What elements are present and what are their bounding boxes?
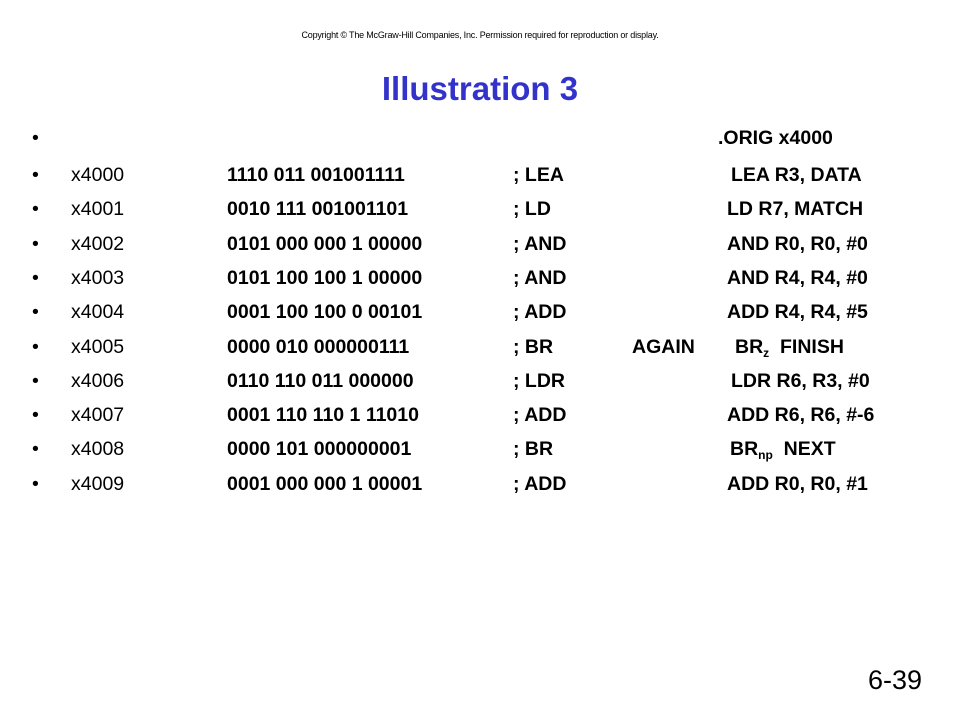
bullet-marker: •	[32, 164, 39, 186]
assembly-mnemonic: ADD R0, R0, #1	[727, 472, 868, 495]
opcode-comment: ; LEA	[513, 164, 564, 186]
bullet-marker: •	[32, 198, 39, 221]
bullet-marker: •	[32, 301, 39, 324]
memory-address: x4004	[71, 301, 125, 324]
opcode-comment: ; ADD	[513, 301, 567, 324]
binary-instruction: 0101 000 000 1 00000	[227, 232, 423, 255]
code-row	[0, 294, 960, 330]
memory-address: x4009	[71, 472, 125, 495]
binary-instruction: 0000 101 000000001	[227, 438, 412, 461]
assembly-instruction	[727, 397, 874, 433]
bullet-marker: •	[32, 335, 39, 358]
assembly-instruction	[727, 466, 868, 502]
code-row	[0, 466, 960, 502]
opcode-comment: ; AND	[513, 266, 567, 289]
assembly-instruction	[731, 363, 870, 399]
binary-instruction: 0001 000 000 1 00001	[227, 472, 423, 495]
bullet-marker: •	[32, 472, 39, 495]
opcode-comment: ; ADD	[513, 472, 567, 495]
condition-code-subscript: z	[763, 345, 770, 360]
assembly-mnemonic: BR	[730, 438, 759, 461]
assembly-mnemonic: LDR R6, R3, #0	[731, 369, 870, 392]
code-row	[0, 397, 960, 433]
code-row	[0, 363, 960, 399]
copyright-notice: Copyright © The McGraw-Hill Companies, Inc. Permission required for reproduction or display.	[301, 30, 659, 40]
assembly-instruction	[735, 329, 844, 365]
code-row	[0, 157, 960, 193]
assembly-mnemonic: ADD R4, R4, #5	[727, 301, 868, 324]
condition-code-subscript: np	[758, 448, 773, 463]
slide-title: Illustration 3	[381, 70, 579, 107]
binary-instruction: 0001 100 100 0 00101	[227, 301, 423, 324]
opcode-comment: ; BR	[513, 335, 554, 358]
memory-address: x4006	[71, 369, 125, 392]
bullet-marker: •	[32, 127, 39, 149]
assembly-mnemonic: LD R7, MATCH	[727, 198, 864, 221]
memory-address: x4005	[71, 335, 125, 358]
memory-address: x4008	[71, 438, 125, 461]
branch-target: NEXT	[772, 438, 836, 461]
binary-instruction: 0101 100 100 1 00000	[227, 266, 423, 289]
memory-address: x4001	[71, 198, 125, 221]
code-row	[0, 226, 960, 262]
orig-directive: .ORIG x4000	[718, 127, 833, 149]
opcode-comment: ; BR	[513, 438, 554, 461]
assembly-instruction	[727, 260, 868, 296]
bullet-marker: •	[32, 266, 39, 289]
opcode-comment: ; ADD	[513, 404, 567, 427]
assembly-instruction	[727, 294, 868, 330]
code-row	[0, 260, 960, 296]
opcode-comment: ; LDR	[513, 369, 565, 392]
code-row	[0, 329, 960, 365]
bullet-marker: •	[32, 404, 39, 427]
memory-address: x4002	[71, 232, 125, 255]
code-row	[0, 191, 960, 227]
orig-directive-row	[0, 120, 960, 156]
binary-instruction: 0000 010 000000111	[227, 335, 410, 358]
memory-address: x4007	[71, 404, 125, 427]
assembly-instruction	[730, 431, 836, 467]
binary-instruction: 0001 110 110 1 11010	[227, 404, 419, 427]
code-row	[0, 431, 960, 467]
memory-address: x4000	[71, 164, 125, 186]
binary-instruction: 0010 111 001001101	[227, 198, 409, 221]
assembly-mnemonic: LEA R3, DATA	[731, 164, 862, 186]
assembly-mnemonic: AND R0, R0, #0	[727, 232, 868, 255]
bullet-marker: •	[32, 369, 39, 392]
opcode-comment: ; LD	[513, 198, 551, 221]
memory-address: x4003	[71, 266, 125, 289]
assembly-instruction	[727, 226, 868, 262]
page-number: 6-39	[867, 665, 922, 695]
assembly-mnemonic: ADD R6, R6, #-6	[727, 404, 875, 427]
assembly-label: AGAIN	[632, 335, 695, 358]
binary-instruction: 0110 110 011 000000	[227, 369, 414, 392]
opcode-comment: ; AND	[513, 232, 567, 255]
assembly-mnemonic: BR	[735, 335, 764, 358]
branch-target: FINISH	[769, 335, 844, 358]
assembly-instruction	[731, 157, 862, 193]
binary-instruction: 1110 011 001001111	[227, 164, 405, 186]
assembly-instruction	[727, 191, 863, 227]
bullet-marker: •	[32, 232, 39, 255]
assembly-mnemonic: AND R4, R4, #0	[727, 266, 868, 289]
bullet-marker: •	[32, 438, 39, 461]
